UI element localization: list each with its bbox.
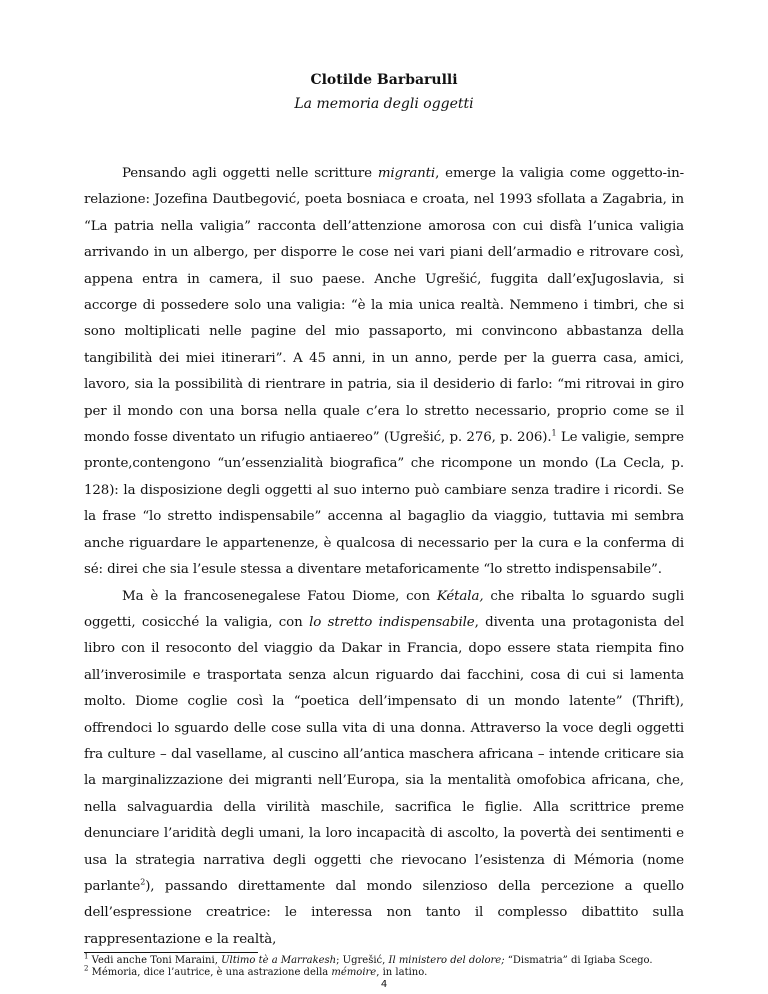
footnote-text-italic: Il ministero del dolore; [388, 955, 505, 966]
footnote-marker: 2 [140, 877, 146, 887]
footnote [84, 964, 694, 979]
footnote-marker: 1 [551, 428, 557, 438]
footnote-text: ; Ugrešić, [336, 955, 389, 966]
footnote-text: “Dismatria” di Igiaba Scego. [504, 955, 653, 966]
text-run-italic: lo stretto indispensabile [309, 614, 475, 630]
text-run: Le valigie, sempre pronte,contengono “un’essenzialità biografica” che ricompone un mondo (La Cecla, p. 128): la disposizione degli oggetti al suo interno può cambiare senza tradire i ricordi. Se la frase “lo stretto indispensabile” accenna al bagaglio da viaggio, tuttavia mi sembra anche riguardare le appartenenze, è qualcosa di necessario per la cura e la conferma di sé: direi che sia l’esule stessa a diventare metaforicamente “lo stretto indispensabile”. [84, 430, 684, 578]
text-run: , emerge la valigia come oggetto-in-relazione: Jozefina Dautbegović, poeta bosniaca e croata, nel 1993 sfollata a Zagabria, in “La patria nella valigia” racconta dell’attenzione amorosa con cui disfà l’unica valigia arrivando in un albergo, per disporre le cose nei vari piani dell’armadio e ritrovare così, appena entra in camera, il suo paese. Anche Ugrešić, fuggita dall’exJugoslavia, si accorge di possedere solo una valigia: “è la mia unica realtà. Nemmeno i timbri, che si sono moltiplicati nelle pagine del mio passaporto, mi convincono abbastanza della tangibilità dei miei itinerari”. A 45 anni, in un anno, perde per la guerra casa, amici, lavoro, sia la possibilità di rientrare in patria, sia il desiderio di farlo: “mi ritrovai in giro per il mondo con una borsa nella quale c’era lo stretto necessario, proprio come se il mondo fosse diventato un rifugio antiaereo” (Ugrešić, p. 276, p. 206). [84, 166, 684, 446]
body-paragraph [84, 161, 684, 584]
footnote-divider [84, 952, 258, 953]
footnote [84, 952, 694, 967]
text-run: che ribalta lo sguardo sugli oggetti, cosicché la valigia, con [84, 588, 684, 630]
text-run-italic: Kétala, [436, 588, 484, 604]
footnote-marker: 2 [84, 964, 89, 973]
footnotes [84, 952, 694, 979]
footnote-text: Mémoria, dice l’autrice, è una astrazione della [88, 967, 332, 978]
footnote-marker: 1 [84, 952, 89, 961]
footnote-text-italic: mémoire [331, 967, 377, 978]
text-run: ), passando direttamente dal mondo silenzioso della percezione a quello dell’espressione creatrice: le interessa non tanto il complesso dibattito sulla rappresentazione e la realtà, [84, 878, 684, 947]
text-run: Ma è la francosenegalese Fatou Diome, con [122, 588, 437, 604]
footnote-text: , in latino. [376, 967, 428, 978]
author-name: Clotilde Barbarulli [310, 72, 458, 88]
page-number: 4 [380, 979, 388, 990]
text-run: , diventa una protagonista del libro con il resoconto del viaggio da Dakar in Francia, dopo essere stata riempita fino all’inverosimile e trasportata senza alcun riguardo dai facchini, cosa di cui si lamenta molto. Diome coglie così la “poetica dell’impensato di un mondo latente” (Thrift), offrendoci lo sguardo delle cose sulla vita di una donna. Attraverso la voce degli oggetti fra culture – dal vasellame, al cuscino all’antica maschera africana – intende criticare sia la marginalizzazione dei migranti nell’Europa, sia la mentalità omofobica africana, che, nella salvaguardia della virilità maschile, sacrifica le figlie. Alla scrittrice preme denunciare l’aridità degli umani, la loro incapacità di ascolto, la povertà dei sentimenti e usa la strategia narrativa degli oggetti che rievocano l’esistenza di Mémoria (nome parlante [84, 614, 684, 894]
body-text [84, 161, 684, 953]
document-header [0, 68, 768, 116]
footnote-text: Vedi anche Toni Maraini, [88, 955, 222, 966]
text-run: Pensando agli oggetti nelle scritture [122, 166, 378, 181]
body-paragraph [84, 584, 684, 954]
essay-title: La memoria degli oggetti [294, 96, 474, 112]
text-run-italic: migranti [377, 166, 436, 181]
footnote-text-italic: Ultimo tè a Marrakesh [221, 955, 337, 966]
